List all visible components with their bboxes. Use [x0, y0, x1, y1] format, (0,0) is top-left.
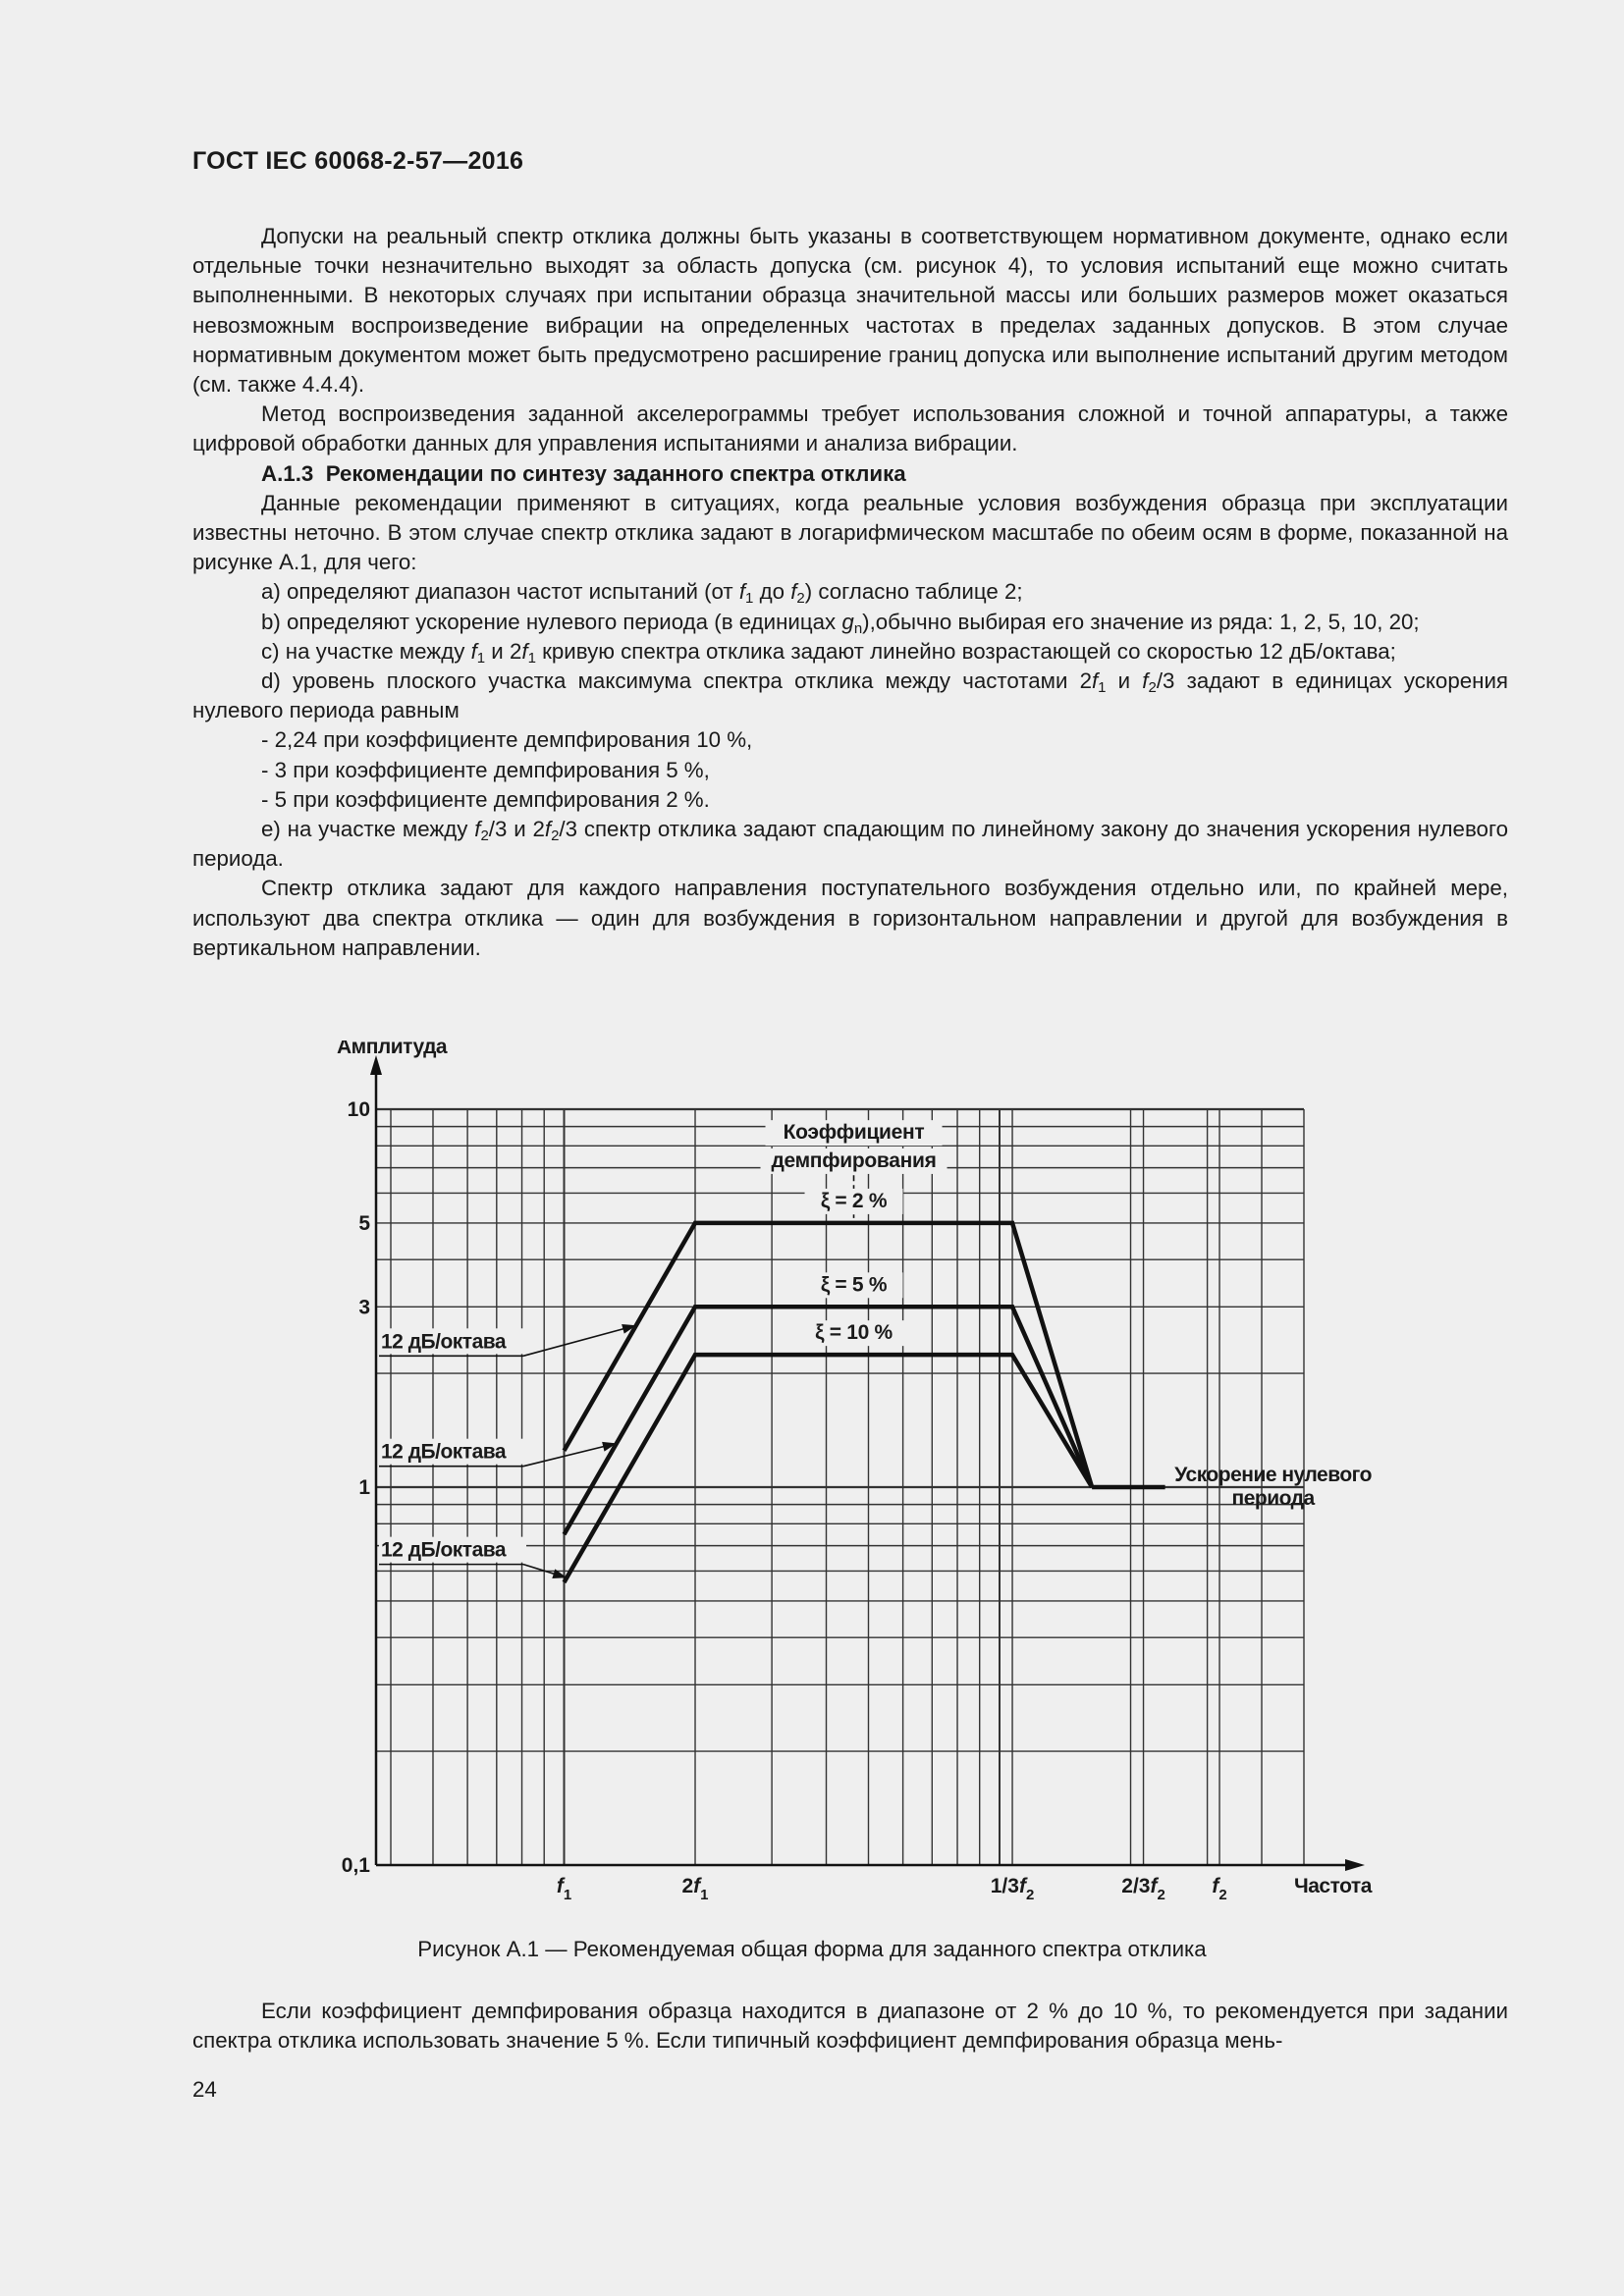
y-tick-label: 10: [347, 1098, 370, 1121]
list-item-e: е) на участке между $f_2/3$ и $2f_2/3$ спектр отклика задают спадающим по линейному закону до значения ускорения нулевого периода.: [192, 817, 1508, 872]
paragraph: Данные рекомендации применяют в ситуациях, когда реальные условия возбуждения образца при эксплуатации известны неточно. В этом случае спектр отклика задают в логарифмическом масштабе по обеим осям в форме, показанной на рисунке А.1, для чего:: [192, 490, 1508, 575]
section-heading: [192, 459, 1508, 489]
dash-item: - 5 при коэффициенте демпфирования 2 %.: [261, 786, 710, 812]
zero-period-label-1: Ускорение нулевого: [1174, 1464, 1372, 1486]
slope-label-5: 12 дБ/октава: [381, 1440, 507, 1464]
paragraph: Если коэффициент демпфирования образца находится в диапазоне от 2 % до 10 %, то рекомендуется при задании спектра отклика использовать значение 5 %. Если типичный коэффициент демпфирования образца мень-: [192, 1999, 1508, 2054]
dash-item: - 2,24 при коэффициенте демпфирования 10 %,: [261, 727, 753, 753]
slope-label-10: 12 дБ/октава: [381, 1538, 507, 1562]
leader-line: [523, 1443, 617, 1466]
damping-title-line-1: Коэффициент: [783, 1121, 925, 1145]
section-number: А.1.3: [261, 460, 314, 486]
slope-label-2: 12 дБ/октава: [381, 1330, 507, 1354]
main-text: [192, 222, 1508, 963]
x-tick-label: $f_1$: [556, 1875, 572, 1903]
chart-labels: [337, 1041, 1373, 1903]
page-number: 24: [192, 2077, 217, 2102]
y-axis-arrow: [370, 1055, 382, 1075]
damping-title-line-2: демпфирования: [771, 1148, 937, 1172]
list-item-a: а) определяют диапазон частот испытаний (от $f_1$ до $f_2$) согласно таблице 2;: [261, 579, 1023, 608]
damping-label-2: ξ = 2 %: [820, 1189, 888, 1212]
paragraph: Метод воспроизведения заданной акселерограммы требует использования сложной и точной аппаратуры, а также цифровой обработки данных для управления испытаниями и анализа вибрации.: [192, 401, 1508, 456]
damping-label-5: ξ = 5 %: [820, 1273, 888, 1297]
list-item-c: с) на участке между $f_1$ и $2f_1$ кривую спектра отклика задают линейно возрастающей со скоростью 12 дБ/октава;: [261, 638, 1396, 667]
bottom-text: [192, 1997, 1508, 2056]
x-axis-title: Частота: [1294, 1875, 1372, 1897]
paragraph: Допуски на реальный спектр отклика должны быть указаны в соответствующем нормативном документе, однако если отдельные точки незначительно выходят за область допуска (см. рисунок 4), то условия испытаний еще можно считать выполненными. В некоторых случаях при испытании образца значительной массы или больших размеров может оказаться невозможным воспроизведение вибрации на определенных частотах в пределах заданных допусков. В этом случае нормативным документом может быть предусмотрено расширение границ допуска или выполнение испытаний другим методом (см. также 4.4.4).: [192, 224, 1508, 398]
y-tick-label: 3: [358, 1296, 370, 1319]
section-title: Рекомендации по синтезу заданного спектра отклика: [325, 460, 906, 486]
y-tick-label: 5: [358, 1211, 370, 1235]
x-tick-label: $f_2$: [1212, 1875, 1227, 1903]
x-tick-label: $1/3f_2$: [990, 1875, 1035, 1903]
y-tick-label: 0,1: [341, 1854, 370, 1877]
x-tick-label: $2/3f_2$: [1121, 1875, 1165, 1903]
x-axis-arrow: [1345, 1859, 1365, 1871]
response-spectrum-figure: [295, 1041, 1434, 1924]
damping-label-10: ξ = 10 %: [815, 1321, 893, 1345]
document-header: ГОСТ IEC 60068-2-57—2016: [192, 147, 524, 175]
list-item-d: d) уровень плоского участка максимума спектра отклика между частотами $2f_1$ и $f_2/3$ задают в единицах ускорения нулевого периода равным: [192, 668, 1508, 723]
paragraph: Спектр отклика задают для каждого направления поступательного возбуждения отдельно или, по крайней мере, используют два спектра отклика — один для возбуждения в горизонтальном направлении и другой для возбуждения в вертикальном направлении.: [192, 876, 1508, 960]
y-axis-title: Амплитуда: [337, 1041, 448, 1058]
dash-item: - 3 при коэффициенте демпфирования 5 %,: [261, 757, 710, 782]
list-item-b: b) определяют ускорение нулевого периода (в единицах $g_n),обычно$ выбирая его значение из ряда: 1, 2, 5, 10, 20;: [261, 609, 1420, 637]
response-spectrum-chart: [295, 1041, 1434, 1924]
zero-period-label-2: периода: [1231, 1487, 1315, 1510]
figure-caption: Рисунок А.1 — Рекомендуемая общая форма для заданного спектра отклика: [417, 1937, 1207, 1961]
y-tick-label: 1: [358, 1476, 370, 1499]
x-tick-label: $2f_1$: [681, 1875, 709, 1903]
